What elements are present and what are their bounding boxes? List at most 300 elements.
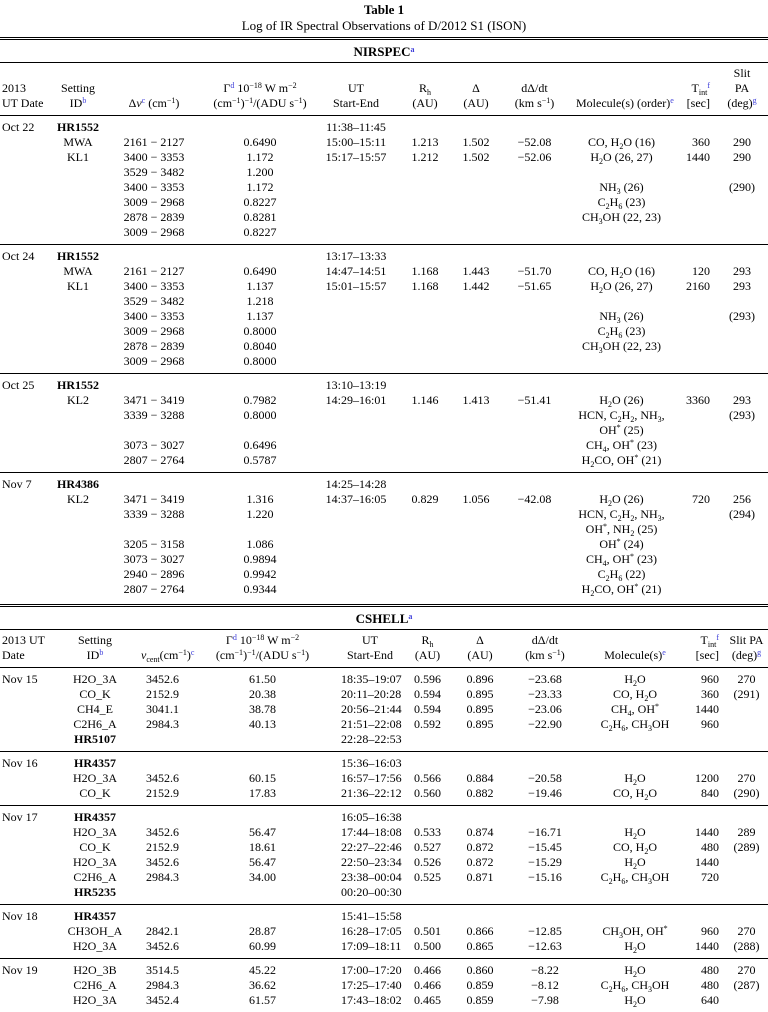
cell-delta [458, 522, 494, 537]
cell-ddt [494, 567, 575, 582]
cell-tint [668, 245, 716, 265]
cell-pa [716, 453, 768, 473]
table-row [0, 309, 768, 324]
cell-tint [668, 225, 716, 245]
cell-date: Oct 24 [0, 245, 48, 265]
cell-gamma [185, 806, 340, 826]
cell-ddt: −52.06 [494, 150, 575, 165]
table-row [0, 393, 768, 408]
cell-ut: 00:20–00:30 [340, 885, 400, 905]
cell-mol: CO, $H_2O$ (16) [575, 135, 668, 150]
cell-mol: $H_2O$ [585, 855, 685, 870]
col-header-rh: $R_h$ (AU) [392, 63, 458, 116]
table-row [0, 408, 768, 423]
cell-ut: 16:28–17:05 [340, 924, 400, 939]
cell-tint: 1440 [685, 939, 725, 959]
cell-date [0, 885, 50, 905]
cell-pa [725, 855, 768, 870]
cell-ddt [505, 732, 585, 752]
cell-ddt [494, 507, 575, 522]
cell-gamma [200, 116, 320, 136]
cell-pa [716, 354, 768, 374]
cell-setting: H2O_3B [50, 959, 140, 979]
cell-dnu: 2161 − 2127 [108, 135, 200, 150]
cell-setting: H2O_3A [50, 939, 140, 959]
cell-setting [48, 453, 108, 473]
cell-pa [716, 438, 768, 453]
cell-nu: 3452.6 [140, 825, 185, 840]
cell-gamma: 34.00 [185, 870, 340, 885]
cell-nu: 2152.9 [140, 687, 185, 702]
cell-ut [320, 567, 392, 582]
cell-delta: 1.502 [458, 150, 494, 165]
cell-ddt [505, 885, 585, 905]
cell-date: Oct 22 [0, 116, 48, 136]
cell-tint [668, 354, 716, 374]
cell-ut: 21:36–22:12 [340, 786, 400, 806]
cell-nu: 2842.1 [140, 924, 185, 939]
cell-delta: 1.413 [458, 393, 494, 408]
cell-mol: $H_2O$ [585, 939, 685, 959]
cell-delta [458, 225, 494, 245]
cell-gamma [200, 522, 320, 537]
cell-delta [458, 552, 494, 567]
cell-ut: 20:56–21:44 [340, 702, 400, 717]
cell-gamma: 18.61 [185, 840, 340, 855]
cell-date [0, 225, 48, 245]
cell-tint [668, 165, 716, 180]
cell-ddt: −15.16 [505, 870, 585, 885]
cell-date [0, 732, 50, 752]
cell-delta [458, 324, 494, 339]
cell-gamma: 45.22 [185, 959, 340, 979]
cell-pa [716, 567, 768, 582]
cell-delta: 0.865 [455, 939, 505, 959]
cell-date: Nov 18 [0, 905, 50, 925]
cell-pa: 256 [716, 492, 768, 507]
cell-rh [400, 806, 455, 826]
cell-ut [320, 423, 392, 438]
cell-gamma: 0.7982 [200, 393, 320, 408]
cell-pa: 290 [716, 150, 768, 165]
cell-mol [575, 116, 668, 136]
cell-setting [48, 210, 108, 225]
cell-ut [320, 195, 392, 210]
cell-ddt [505, 806, 585, 826]
cell-mol: $H_2O$ [585, 959, 685, 979]
col-header-ddt: dΔ/dt (km $s^{-1}$) [494, 63, 575, 116]
cell-mol: $H_2O$ (26) [575, 492, 668, 507]
cell-ddt [494, 165, 575, 180]
cell-ut: 11:38–11:45 [320, 116, 392, 136]
cell-mol [575, 225, 668, 245]
cell-mol: $H_2O$ [585, 825, 685, 840]
cell-pa [716, 294, 768, 309]
cell-ut: 17:25–17:40 [340, 978, 400, 993]
cell-setting: HR4386 [48, 473, 108, 493]
cell-mol: $H_2O$ (26, 27) [575, 150, 668, 165]
cell-mol: $H_2O$ [585, 668, 685, 688]
cell-nu: 3452.4 [140, 993, 185, 1012]
cell-ut [320, 225, 392, 245]
cell-setting: H2O_3A [50, 825, 140, 840]
cell-ddt [494, 245, 575, 265]
cell-gamma: 0.8227 [200, 225, 320, 245]
cell-mol [585, 806, 685, 826]
cell-ddt [494, 473, 575, 493]
cell-ut [320, 294, 392, 309]
cell-tint: 960 [685, 668, 725, 688]
cell-setting: HR4357 [50, 752, 140, 772]
cell-pa [725, 702, 768, 717]
cell-ut: 22:27–22:46 [340, 840, 400, 855]
cell-nu [140, 885, 185, 905]
cell-dnu: 3205 − 3158 [108, 537, 200, 552]
cell-tint: 2160 [668, 279, 716, 294]
cell-setting [48, 408, 108, 423]
cell-delta [458, 537, 494, 552]
col-header-pa: Slit PA (deg)$^g$ [725, 630, 768, 668]
cell-pa [716, 225, 768, 245]
cell-ut [320, 210, 392, 225]
col-header-mol: Molecule(s) (order)$^e$ [575, 63, 668, 116]
cell-ut [320, 324, 392, 339]
cell-nu [140, 732, 185, 752]
cell-ddt [494, 537, 575, 552]
obs-group-nov-7 [0, 473, 768, 602]
cell-delta: 0.859 [455, 993, 505, 1012]
cell-date [0, 786, 50, 806]
cell-rh [392, 294, 458, 309]
table-row [0, 978, 768, 993]
cell-rh [392, 245, 458, 265]
cell-setting [48, 165, 108, 180]
cell-dnu: 3400 − 3353 [108, 180, 200, 195]
cell-setting: H2O_3A [50, 855, 140, 870]
table-row [0, 855, 768, 870]
cell-gamma: 0.6496 [200, 438, 320, 453]
cell-pa [716, 374, 768, 394]
col-header-rh: $R_h$ (AU) [400, 630, 455, 668]
cell-date [0, 408, 48, 423]
cell-ddt [494, 453, 575, 473]
cell-nu: 3452.6 [140, 939, 185, 959]
cell-ddt [494, 339, 575, 354]
cell-dnu [108, 522, 200, 537]
cell-gamma: 0.6490 [200, 264, 320, 279]
cell-gamma: 0.8040 [200, 339, 320, 354]
cell-rh [392, 116, 458, 136]
cell-gamma [200, 245, 320, 265]
table-row [0, 752, 768, 772]
cell-dnu: 3529 − 3482 [108, 294, 200, 309]
cell-ddt: −15.45 [505, 840, 585, 855]
cell-ddt: −51.70 [494, 264, 575, 279]
cell-mol: HCN, $C_2H_2$, $NH_3$, [575, 507, 668, 522]
cell-ut: 14:25–14:28 [320, 473, 392, 493]
cell-tint: 480 [685, 959, 725, 979]
cell-ddt [494, 225, 575, 245]
cell-ut: 16:57–17:56 [340, 771, 400, 786]
cshell-table [0, 629, 768, 1012]
cell-mol [585, 905, 685, 925]
table-row [0, 717, 768, 732]
cell-nu: 3452.6 [140, 855, 185, 870]
cell-mol: $C_2H_6$, $CH_3OH$ [585, 978, 685, 993]
cell-delta: 0.895 [455, 717, 505, 732]
cell-tint [668, 116, 716, 136]
cell-mol [585, 752, 685, 772]
cell-rh: 0.566 [400, 771, 455, 786]
cell-ut [320, 180, 392, 195]
cell-tint [685, 905, 725, 925]
cell-pa [716, 116, 768, 136]
cell-rh [392, 537, 458, 552]
cell-nu: 3452.6 [140, 771, 185, 786]
cell-gamma: 61.57 [185, 993, 340, 1012]
cell-mol: $NH_3$ (26) [575, 309, 668, 324]
table-row [0, 165, 768, 180]
cell-delta [458, 374, 494, 394]
cell-mol [585, 732, 685, 752]
cell-pa: 270 [725, 771, 768, 786]
table-row [0, 339, 768, 354]
cell-mol [575, 165, 668, 180]
table-row [0, 245, 768, 265]
cell-rh [400, 752, 455, 772]
cell-pa [725, 993, 768, 1012]
cell-setting [48, 567, 108, 582]
cell-tint: 1200 [685, 771, 725, 786]
cell-delta [455, 752, 505, 772]
cell-setting: CO_K [50, 786, 140, 806]
cell-tint [668, 374, 716, 394]
cell-rh [392, 374, 458, 394]
cell-date [0, 264, 48, 279]
cell-ddt [505, 905, 585, 925]
cell-tint [668, 339, 716, 354]
cell-gamma: 60.15 [185, 771, 340, 786]
cell-pa [725, 717, 768, 732]
cell-gamma: 20.38 [185, 687, 340, 702]
cell-tint [668, 210, 716, 225]
cell-gamma: 61.50 [185, 668, 340, 688]
cell-rh: 0.465 [400, 993, 455, 1012]
cell-setting: KL2 [48, 393, 108, 408]
cell-pa: 293 [716, 393, 768, 408]
cell-tint: 960 [685, 717, 725, 732]
cell-delta [458, 507, 494, 522]
cell-date [0, 324, 48, 339]
cell-rh: 1.212 [392, 150, 458, 165]
cell-gamma: 0.8000 [200, 354, 320, 374]
cell-mol [575, 354, 668, 374]
cell-ut: 13:10–13:19 [320, 374, 392, 394]
cell-ddt: −52.08 [494, 135, 575, 150]
cell-pa: (287) [725, 978, 768, 993]
cell-delta: 1.056 [458, 492, 494, 507]
cell-mol: CO, $H_2O$ [585, 786, 685, 806]
cell-dnu: 2161 − 2127 [108, 264, 200, 279]
cell-date: Nov 19 [0, 959, 50, 979]
cell-dnu [108, 245, 200, 265]
cell-rh [392, 473, 458, 493]
cell-delta [458, 582, 494, 601]
cell-ut [320, 309, 392, 324]
cell-rh: 0.466 [400, 959, 455, 979]
col-header-ddt: dΔ/dt (km $s^{-1}$) [505, 630, 585, 668]
cell-setting [48, 339, 108, 354]
cell-dnu [108, 374, 200, 394]
cell-ddt: −12.85 [505, 924, 585, 939]
cell-tint [668, 507, 716, 522]
cell-pa: (290) [725, 786, 768, 806]
col-header-setting: Setting ID$^b$ [48, 63, 108, 116]
table-row [0, 687, 768, 702]
cell-gamma: 1.137 [200, 309, 320, 324]
cell-setting [48, 294, 108, 309]
cell-gamma: 1.316 [200, 492, 320, 507]
cell-rh: 0.500 [400, 939, 455, 959]
cell-rh: 0.596 [400, 668, 455, 688]
cell-mol: $C_2H_6$ (23) [575, 195, 668, 210]
cell-date [0, 135, 48, 150]
table-row [0, 294, 768, 309]
cell-gamma: 36.62 [185, 978, 340, 993]
cell-ut [320, 453, 392, 473]
cell-delta: 0.882 [455, 786, 505, 806]
cell-date [0, 294, 48, 309]
cell-delta [458, 567, 494, 582]
table-row [0, 939, 768, 959]
cell-ut [320, 552, 392, 567]
cell-ut: 20:11–20:28 [340, 687, 400, 702]
cell-tint: 1440 [685, 702, 725, 717]
cell-ddt [494, 354, 575, 374]
cell-setting: HR1552 [48, 116, 108, 136]
cell-mol: CO, $H_2O$ [585, 687, 685, 702]
cell-tint: 1440 [685, 825, 725, 840]
col-header-setting: Setting ID$^b$ [50, 630, 140, 668]
table-row [0, 225, 768, 245]
cell-pa: 289 [725, 825, 768, 840]
cell-gamma [185, 885, 340, 905]
col-header-mol: Molecule(s)$^e$ [585, 630, 685, 668]
cell-delta: 0.884 [455, 771, 505, 786]
cell-ut: 22:28–22:53 [340, 732, 400, 752]
table-row [0, 195, 768, 210]
table-number-title: Table 1 [0, 0, 768, 18]
cell-ut [320, 582, 392, 601]
cell-nu: 2152.9 [140, 840, 185, 855]
table-row [0, 806, 768, 826]
cell-ddt [494, 180, 575, 195]
cell-ut [320, 507, 392, 522]
col-header-ut: UT Start-End [320, 63, 392, 116]
cell-tint [668, 537, 716, 552]
cell-mol: OH* (25) [575, 423, 668, 438]
col-header-tint: $T_{int}^f$ [sec] [668, 63, 716, 116]
cell-delta: 0.895 [455, 702, 505, 717]
cell-setting: KL1 [48, 150, 108, 165]
cell-mol: $CH_4$, OH* [585, 702, 685, 717]
cell-gamma [200, 374, 320, 394]
cell-tint [668, 324, 716, 339]
col-header-nu: $\nu_{cent}(cm^{-1})^c$ [140, 630, 185, 668]
col-header-tint: $T_{int}^f$ [sec] [685, 630, 725, 668]
cell-tint [668, 294, 716, 309]
cell-setting: KL1 [48, 279, 108, 294]
header-row [0, 630, 768, 668]
cell-tint [668, 408, 716, 423]
col-header-dnu: Δν$^c$ $(cm^{-1})$ [108, 63, 200, 116]
cell-tint [668, 567, 716, 582]
table-row [0, 582, 768, 601]
cell-ddt: −8.12 [505, 978, 585, 993]
table-row [0, 423, 768, 438]
cell-mol [575, 245, 668, 265]
col-header-gamma: Γ$^d$ $10^{-18}$ W $m^{-2}$ $(cm^{-1})^{-1}/(ADU$ $s^{-1}$) [200, 63, 320, 116]
cell-nu [140, 806, 185, 826]
table-row [0, 522, 768, 537]
cell-setting [48, 225, 108, 245]
cell-mol [575, 374, 668, 394]
cell-gamma: 1.172 [200, 180, 320, 195]
cell-ddt: −51.65 [494, 279, 575, 294]
cell-gamma: 0.8281 [200, 210, 320, 225]
table-row [0, 180, 768, 195]
cell-nu: 3452.6 [140, 668, 185, 688]
table-row [0, 870, 768, 885]
cell-setting: CO_K [50, 687, 140, 702]
cell-setting [48, 582, 108, 601]
cell-tint: 480 [685, 978, 725, 993]
cell-gamma: 28.87 [185, 924, 340, 939]
cell-ddt [494, 210, 575, 225]
cell-setting: HR5235 [50, 885, 140, 905]
cell-gamma [185, 732, 340, 752]
cell-ddt [494, 423, 575, 438]
cell-rh: 1.168 [392, 279, 458, 294]
cell-gamma: 0.8227 [200, 195, 320, 210]
cell-rh: 0.526 [400, 855, 455, 870]
cell-dnu: 2807 − 2764 [108, 453, 200, 473]
cell-pa [716, 324, 768, 339]
cell-delta: 1.443 [458, 264, 494, 279]
table-row [0, 924, 768, 939]
cell-pa [716, 537, 768, 552]
cell-ddt: −16.71 [505, 825, 585, 840]
cell-mol: $H_2CO$, OH* (21) [575, 582, 668, 601]
obs-group-oct-22 [0, 116, 768, 245]
cell-date [0, 339, 48, 354]
cell-setting: HR1552 [48, 374, 108, 394]
cell-date [0, 855, 50, 870]
cell-ddt: −22.90 [505, 717, 585, 732]
cell-delta: 0.872 [455, 855, 505, 870]
cell-pa: 290 [716, 135, 768, 150]
cell-pa [725, 905, 768, 925]
cell-tint: 480 [685, 840, 725, 855]
cell-mol: $CH_4$, OH* (23) [575, 438, 668, 453]
cell-delta [458, 453, 494, 473]
cell-tint [685, 885, 725, 905]
cell-pa: 270 [725, 668, 768, 688]
cell-date [0, 537, 48, 552]
cell-ddt: −15.29 [505, 855, 585, 870]
cell-mol: CO, $H_2O$ [585, 840, 685, 855]
cell-ddt: −23.68 [505, 668, 585, 688]
